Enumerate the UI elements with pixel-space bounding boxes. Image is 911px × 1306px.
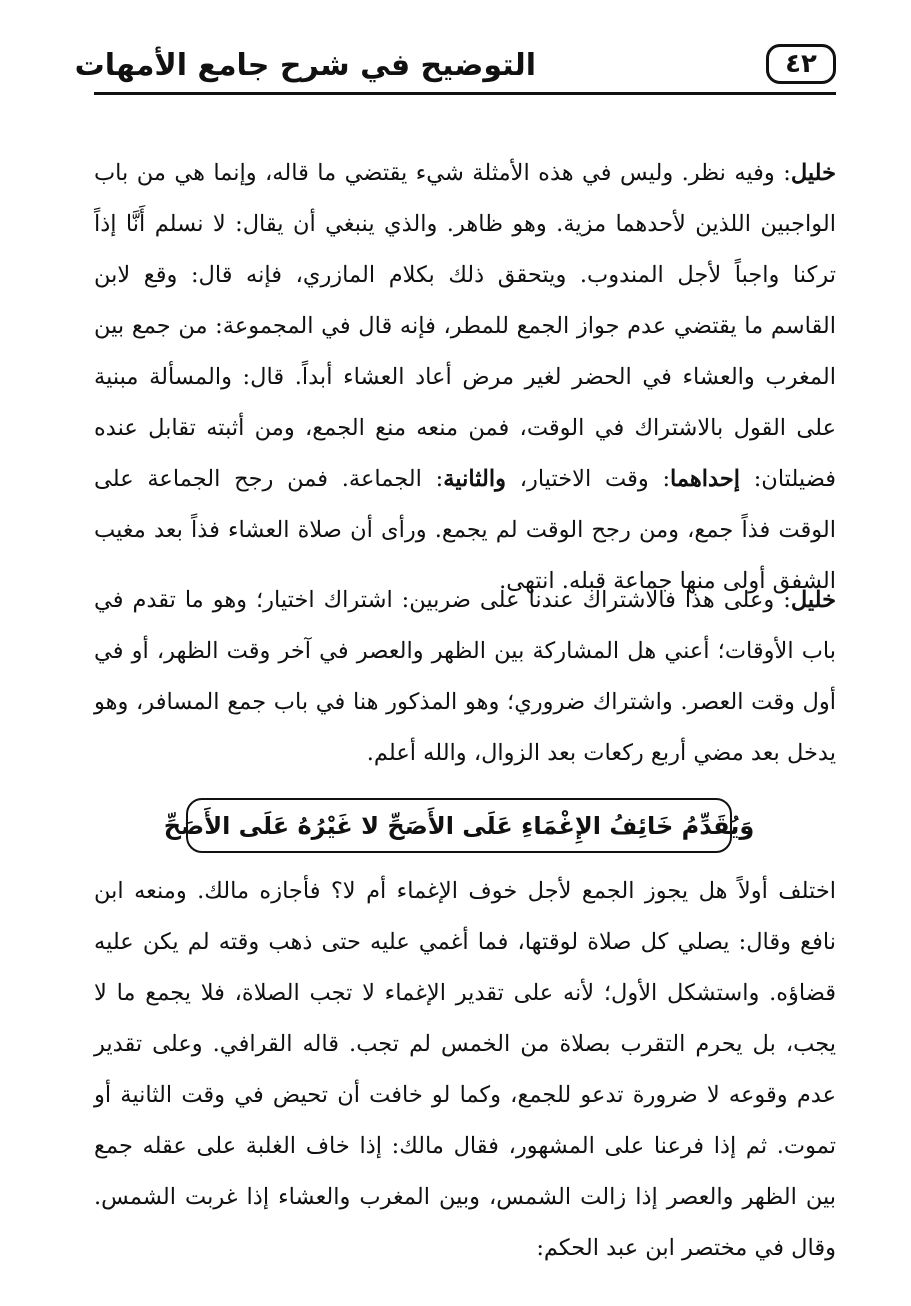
speaker-label: خليل bbox=[790, 160, 836, 186]
commentary-paragraph: خليل: وعلى هذا فالاشتراك عندنا على ضربين: اشتراك اختيار؛ وهو ما تقدم في باب الأوقات؛ أعني هل المشاركة بين الظهر والعصر في آخر وقت الظهر، أو في أول وقت العصر. واشتراك ضروري؛ وهو المذكور هنا في باب جمع المسافر، وهو يدخل بعد مضي أربع ركعات بعد الزوال، والله أعلم. bbox=[94, 587, 836, 766]
commentary-paragraph: اختلف أولاً هل يجوز الجمع لأجل خوف الإغماء أم لا؟ فأجازه مالك. ومنعه ابن نافع وقال: يصلي كل صلاة لوقتها، فما أغمي عليه حتى ذهب وقته لم يكن عليه قضاؤه. واستشكل الأول؛ لأنه على تقدير الإغماء لا تجب الصلاة، فلا يجمع ما لا يجب، بل يحرم التقرب بصلاة من الخمس لم تجب. قاله القرافي. وعلى تقدير عدم وقوعه لا ضرورة تدعو للجمع، وكما لو خافت أن تحيض في وقت الثانية أو تموت. ثم إذا فرعنا على المشهور، فقال مالك: إذا خاف الغلبة على عقله جمع بين الظهر والعصر إذا زالت الشمس، وبين المغرب والعشاء إذا غربت الشمس. وقال في مختصر ابن عبد الحكم: bbox=[94, 878, 836, 1261]
paragraph-text: : الجماعة. فمن رجح الجماعة على الوقت فذاً جمع، ومن رجح الوقت لم يجمع. ورأى أن صلاة العشاء فذاً بعد مغيب الشفق أولى منها جماعة قبله. انتهى. bbox=[94, 466, 836, 594]
paragraph-text: وفيه نظر. وليس في هذه الأمثلة شيء يقتضي ما قاله، وإنما هي من باب الواجبين اللذين لأحدهما مزية. وهو ظاهر. والذي ينبغي أن يقال: لا نسلم أَنَّا إذاً تركنا واجباً لأجل المندوب. ويتحقق ذلك بكلام المازري، فإنه قال: وقع لابن القاسم ما يقتضي عدم جواز الجمع للمطر، فإنه قال في المجموعة: من جمع بين المغرب والعشاء في الحضر لغير مرض أعاد العشاء أبداً. قال: والمسألة مبنية على القول بالاشتراك في الوقت، فمن منعه منع الجمع، ومن أثبته تقابل عنده فضيلتان: bbox=[94, 160, 836, 492]
matn-heading-frame bbox=[163, 798, 755, 853]
speaker-label: خليل bbox=[790, 587, 836, 613]
header-rule bbox=[94, 92, 836, 95]
page-header bbox=[74, 42, 836, 94]
paragraph-text: : وقت الاختيار، bbox=[505, 466, 671, 492]
book-title: التوضيح في شرح جامع الأمهات bbox=[74, 48, 536, 83]
matn-heading: وَيُقَدِّمُ خَائِفُ الإِغْمَاءِ عَلَى الأَصَحِّ لا غَيْرُهُ عَلَى الأَصَحِّ bbox=[163, 811, 755, 840]
term-second: والثانية bbox=[443, 466, 506, 492]
paragraph-text: وعلى هذا فالاشتراك عندنا على ضربين: اشتراك اختيار؛ وهو ما تقدم في باب الأوقات؛ أعني هل المشاركة بين الظهر والعصر في آخر وقت الظهر، أو في أول وقت العصر. واشتراك ضروري؛ وهو المذكور هنا في باب جمع المسافر، وهو يدخل بعد مضي أربع ركعات بعد الزوال، والله أعلم. bbox=[94, 587, 836, 766]
term-first: إحداهما bbox=[670, 466, 740, 492]
page-number: ٤٢ bbox=[766, 44, 836, 84]
commentary-paragraph: خليل: وفيه نظر. وليس في هذه الأمثلة شيء يقتضي ما قاله، وإنما هي من باب الواجبين اللذين لأحدهما مزية. وهو ظاهر. والذي ينبغي أن يقال: لا نسلم أَنَّا إذاً تركنا واجباً لأجل المندوب. ويتحقق ذلك بكلام المازري، فإنه قال: وقع لابن القاسم ما يقتضي عدم جواز الجمع للمطر، فإنه قال في المجموعة: من جمع بين المغرب والعشاء في الحضر لغير مرض أعاد العشاء أبداً. قال: والمسألة مبنية على القول بالاشتراك في الوقت، فمن منعه منع الجمع، ومن أثبته تقابل عنده فضيلتان: إحداهما: وقت الاختيار، والثانية: الجماعة. فمن رجح الجماعة على الوقت فذاً جمع، ومن رجح الوقت لم يجمع. ورأى أن صلاة العشاء فذاً بعد مغيب الشفق أولى منها جماعة قبله. انتهى. bbox=[94, 160, 836, 594]
